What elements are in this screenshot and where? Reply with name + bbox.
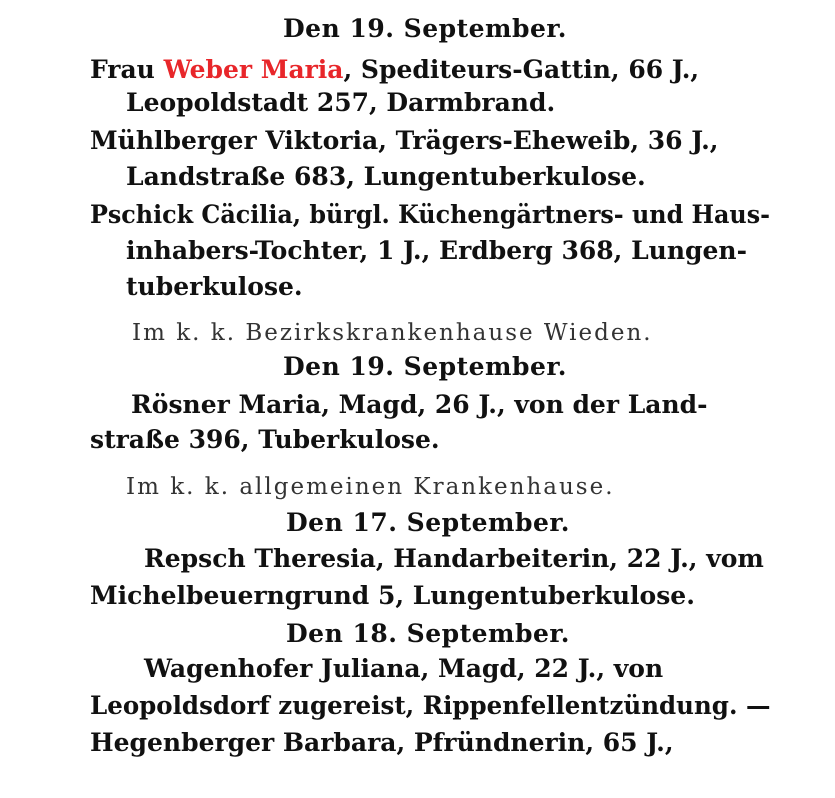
entry-weber-line1 (90, 55, 699, 85)
entry-muehlberger-line1: Mühlberger Viktoria, Trägers-Eheweib, 36 J., (90, 126, 719, 155)
date-heading: Den 19. September. (283, 14, 567, 43)
entry-repsch-line2: Michelbeuerngrund 5, Lungentuberkulose. (90, 581, 695, 610)
date-heading: Den 17. September. (286, 508, 570, 537)
entry-roesner-line1: Rösner Maria, Magd, 26 J., von der Land- (131, 390, 708, 419)
entry-weber-line2: Leopoldstadt 257, Darmbrand. (126, 88, 556, 117)
section-heading: Im k. k. allgemeinen Krankenhause. (126, 474, 615, 500)
entry-muehlberger-line2: Landstraße 683, Lungentuberkulose. (126, 162, 646, 191)
entry-roesner-line2: straße 396, Tuberkulose. (90, 425, 440, 454)
date-heading: Den 18. September. (286, 619, 570, 648)
entry-rest: , Spediteurs-Gattin, 66 J., (343, 55, 700, 84)
entry-pschick-line2: inhabers-Tochter, 1 J., Erdberg 368, Lungen- (126, 236, 747, 265)
entry-wagenhofer-line1: Wagenhofer Juliana, Magd, 22 J., von (144, 654, 664, 683)
entry-pschick-line3: tuberkulose. (126, 272, 303, 301)
entry-repsch-line1: Repsch Theresia, Handarbeiterin, 22 J., vom (144, 544, 764, 573)
date-heading: Den 19. September. (283, 352, 567, 381)
entry-prefix: Frau (90, 55, 164, 84)
entry-wagenhofer-line2: Leopoldsdorf zugereist, Rippenfellentzündung. — (90, 691, 771, 720)
highlighted-name: Weber Maria (163, 55, 344, 84)
section-heading: Im k. k. Bezirkskrankenhause Wieden. (132, 320, 653, 346)
entry-hegenberger-line: Hegenberger Barbara, Pfründnerin, 65 J., (90, 728, 674, 757)
entry-pschick-line1: Pschick Cäcilia, bürgl. Küchengärtners- und Haus- (90, 200, 770, 229)
